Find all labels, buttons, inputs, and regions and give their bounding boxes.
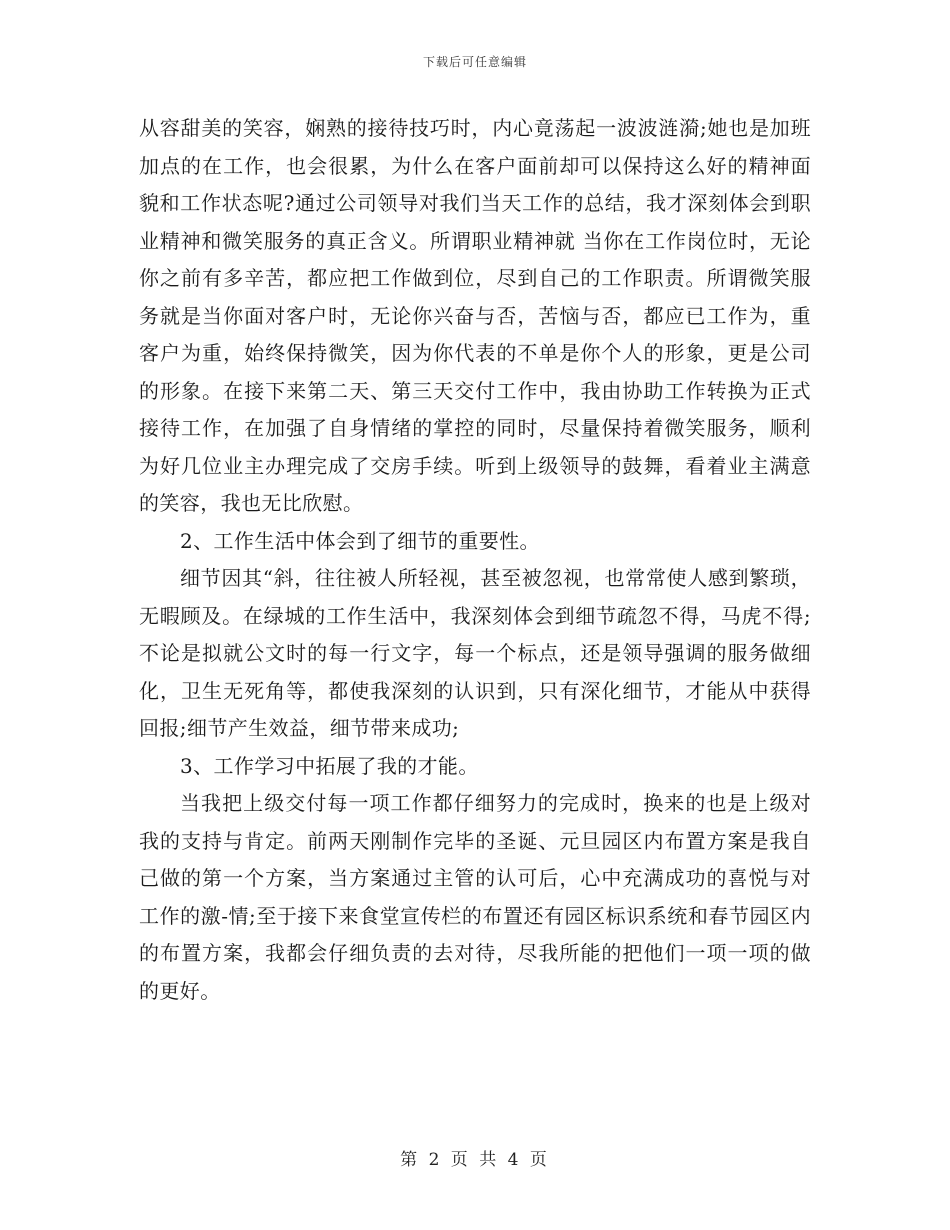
section-heading-2: 2、工作生活中体会到了细节的重要性。 xyxy=(180,528,540,553)
page-header: 下载后可任意编辑 xyxy=(422,55,527,69)
paragraph-continuation: 从容甜美的笑容，娴熟的接待技巧时，内心竟荡起一波波涟漪;她也是加班加点的在工作，也会很累，为什么在客户面前却可以保持这么好的精神面貌和工作状态呢?通过公司领导对我们当天工作的总结，我才深刻体会到职业精神和微笑服务的真正含义。所谓职业精神就 当你在工作岗位时，无论你之前有多辛苦，都应把工作做到位，尽到自己的工作职责。所谓微笑服务就是当你面对客户时，无论你兴奋与否，苦恼与否，都应已工作为，重客户为重，始终保持微笑，因为你代表的不单是你个人的形象，更是公司的形象。在接下来第二天、第三天交付工作中，我由协助工作转换为正式接待工作，在加强了自身情绪的掌控的同时，尽量保持着微笑服务，顺利为好几位业主办理完成了交房手续。听到上级领导的鼓舞，看着业主满意的笑容，我也无比欣慰。 xyxy=(139,116,811,515)
document-body xyxy=(139,110,811,1010)
page-footer: 第 2 页 共 4 页 xyxy=(400,1150,550,1170)
paragraph-details: 细节因其“斜，往往被人所轻视，甚至被忽视，也常常使人感到繁琐，无暇顾及。在绿城的工作生活中，我深刻体会到细节疏忽不得，马虎不得;不论是拟就公文时的每一行文字，每一个标点，还是领导强调的服务做细化，卫生无死角等，都使我深刻的认识到，只有深化细节，才能从中获得回报;细节产生效益，细节带来成功; xyxy=(139,566,811,740)
section-heading-3: 3、工作学习中拓展了我的才能。 xyxy=(180,753,479,778)
paragraph-skills: 当我把上级交付每一项工作都仔细努力的完成时，换来的也是上级对我的支持与肯定。前两天刚制作完毕的圣诞、元旦园区内布置方案是我自己做的第一个方案，当方案通过主管的认可后，心中充满成功的喜悦与对工作的激-情;至于接下来食堂宣传栏的布置还有园区标识系统和春节园区内的布置方案，我都会仔细负责的去对待，尽我所能的把他们一项一项的做的更好。 xyxy=(139,791,811,1003)
